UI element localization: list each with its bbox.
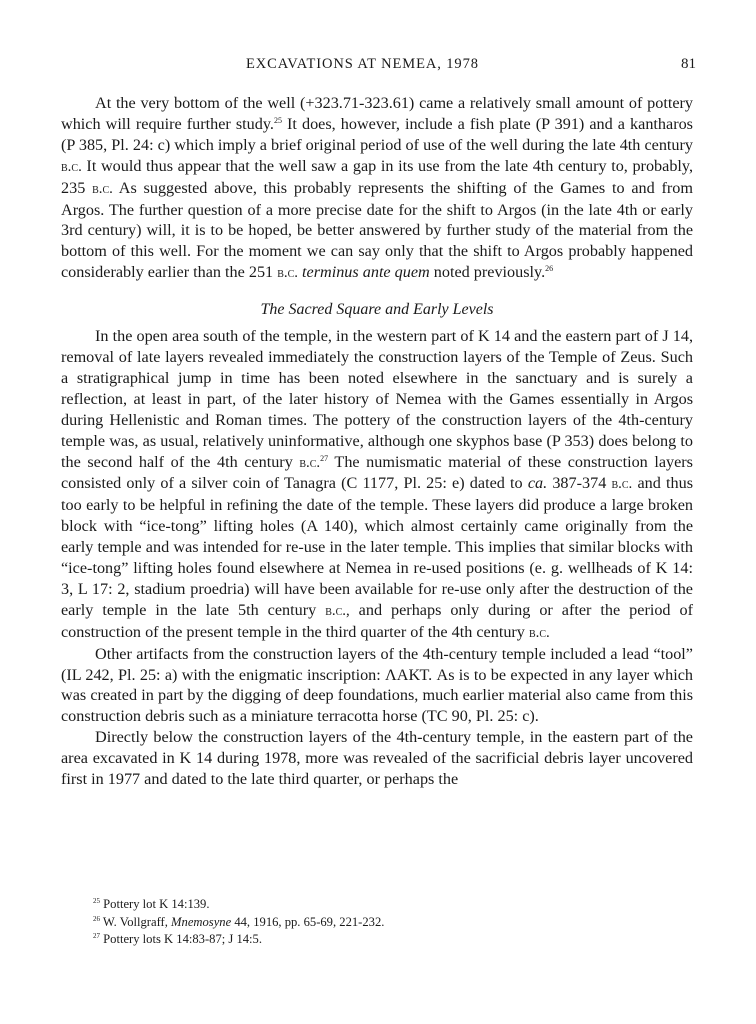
running-title: EXCAVATIONS AT NEMEA, 1978 [246, 56, 479, 72]
paragraph-4: Directly below the construction layers of the 4th-century temple, in the eastern part of the area excavated in K 14 during 1978, more was revealed of the sacrificial debris layer uncovered first in 1977 and dated to the late third quarter, or perhaps the [61, 728, 693, 789]
footnote-26: $^{26}$ W. Vollgraff, Mnemosyne 44, 1916, pp. 65-69, 221-232. [93, 914, 385, 929]
main-text [61, 93, 693, 790]
footnote-25: $^{25}$ Pottery lot K 14:139. [93, 897, 210, 911]
footnote-ref-25[interactable]: 25 [273, 115, 282, 125]
paragraph-2: In the open area south of the temple, in the western part of K 14 and the eastern part of J 14, removal of late layers revealed immediately the construction layers of the Temple of Zeus. Such a stratigraphical jump in time has been noted elsewhere in the sanctuary and is surely a reflection, at least in part, of the later history of Nemea with the Games essentially in Argos during Hellenistic and Roman times. The pottery of the construction layers of the 4th-century temple was, as usual, relatively uninformative, although one skyphos base (P 353) does belong to the second half of the 4th century b.c.$^{27}$ The numismatic material of these construction layers consisted only of a silver coin of Tanagra (C 1177, Pl. 25: e) dated to ca. 387-374 b.c. and thus too early to be helpful in refining the date of the temple. These layers did produce a large broken block with “ice-tong” lifting holes (A 140), which almost certainly came originally from the early temple and was intended for re-use in the later temple. This implies that similar blocks with “ice-tong” lifting holes found elsewhere at Nemea in re-used positions (e. g. wellheads of K 14: 3, L 17: 2, stadium proedria) will have been available for re-use only after the destruction of the early temple in the late 5th century b.c., and perhaps only during or after the period of construction of the present temple in the third quarter of the 4th century b.c. [61, 327, 694, 641]
paragraph-1: At the very bottom of the well (+323.71-323.61) came a relatively small amount of pottery which will require further study.$^{25}$ It does, however, include a fish plate (P 391) and a kantharos (P 385, Pl. 24: c) which imply a brief original period of use of the well during the late 4th century b.c. It would thus appear that the well saw a gap in its use from the late 4th century to, probably, 235 b.c. As suggested above, this probably represents the shifting of the Games to and from Argos. The further question of a more precise date for the shift to Argos (in the late 4th or early 3rd century) will, it is to be hoped, be better answered by further study of the material from the bottom of this well. For the moment we can say only that the shift to Argos probably happened considerably earlier than the 251 b.c. terminus ante quem noted previously.$^{26}$ [61, 94, 693, 282]
page-number: 81 [681, 56, 696, 72]
footnote-ref-27[interactable]: 27 [320, 453, 329, 463]
footnotes [93, 896, 384, 949]
footnote-27: $^{27}$ Pottery lots K 14:83-87; J 14:5. [93, 932, 262, 946]
footnote-ref-26[interactable]: 26 [545, 264, 554, 274]
section-heading: The Sacred Square and Early Levels [260, 301, 494, 319]
paragraph-3: Other artifacts from the construction layers of the 4th-century temple included a lead “tool” (IL 242, Pl. 25: a) with the enigmatic inscription: ΛΑΚΤ. As is to be expected in any layer which was created in part by the digging of deep foundations, much earlier material also came from this construction debris such as a miniature terracotta horse (TC 90, Pl. 25: c). [61, 644, 693, 726]
running-header [0, 56, 756, 76]
